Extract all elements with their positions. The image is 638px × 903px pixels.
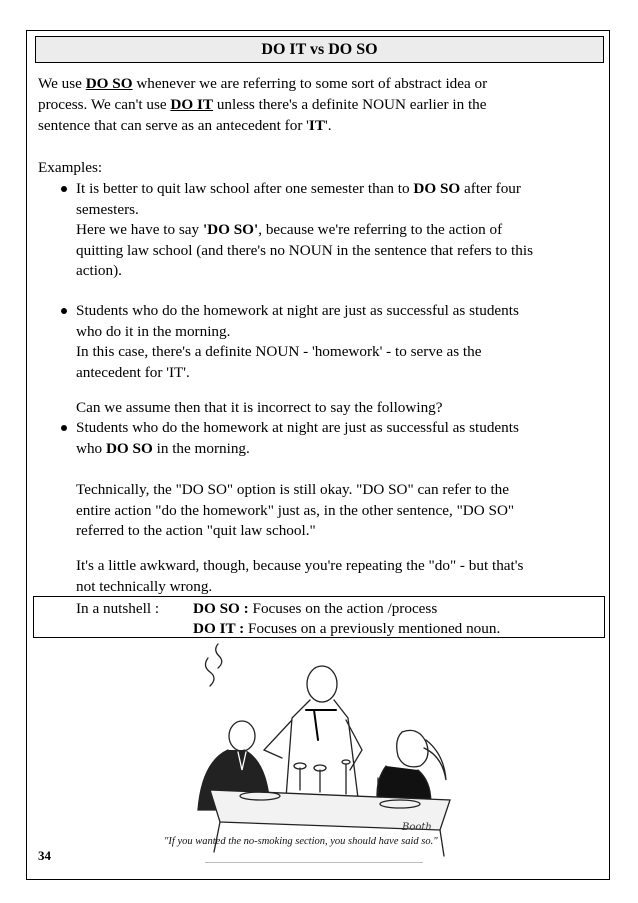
waiter-arm: [264, 720, 292, 758]
waiter-body: [286, 700, 358, 798]
example-1-line-1: It is better to quit law school after one semester than to DO SO after four: [76, 180, 521, 197]
intro-line-2: process. We can't use DO IT unless there's a definite NOUN earlier in the: [38, 96, 487, 113]
nutshell-do-it: DO IT : Focuses on a previously mentioned noun.: [193, 620, 501, 637]
example-1-line-4: quitting law school (and there's no NOUN in the sentence that refers to this: [76, 242, 533, 259]
example-1-line-5: action).: [76, 262, 122, 279]
bullet-dot: [61, 186, 67, 192]
examples-label: Examples:: [38, 159, 103, 176]
do-so-term: DO SO: [85, 75, 133, 92]
example-3-line-2: who DO SO in the morning.: [76, 440, 250, 457]
bullet-dot: [61, 308, 67, 314]
bullet-dot: [61, 425, 67, 431]
nutshell-do-so: DO SO : Focuses on the action /process: [193, 600, 438, 617]
footer-divider: [205, 862, 423, 863]
waiter-head: [307, 666, 337, 702]
example-1-line-3: Here we have to say 'DO SO', because we're referring to the action of: [76, 221, 503, 238]
technical-line-3: referred to the action "quit law school.": [76, 522, 316, 539]
question-line: Can we assume then that it is incorrect to say the following?: [76, 399, 443, 416]
technical-line-1: Technically, the "DO SO" option is still okay. "DO SO" can refer to the: [76, 481, 510, 498]
page-number: 34: [38, 848, 51, 863]
example-2-line-2: who do it in the morning.: [76, 323, 231, 340]
smoke-wisp: [216, 644, 222, 668]
example-2-line-4: antecedent for 'IT'.: [76, 364, 190, 381]
awkward-line-1: It's a little awkward, though, because you're repeating the "do" - but that's: [76, 557, 524, 574]
woman-head: [397, 730, 428, 767]
awkward-line-2: not technically wrong.: [76, 578, 213, 595]
do-it-term: DO IT: [170, 96, 214, 113]
technical-line-2: entire action "do the homework" just as, in the other sentence, "DO SO": [76, 502, 515, 519]
example-1-line-2: semesters.: [76, 201, 139, 218]
smoke-wisp: [205, 658, 214, 686]
page-title: DO IT vs DO SO: [35, 36, 604, 63]
nutshell-label: In a nutshell :: [76, 600, 160, 617]
cartoon-caption: "If you wanted the no-smoking section, you should have said so.": [164, 836, 438, 847]
man-head: [229, 721, 255, 751]
glasses: [300, 764, 378, 794]
intro-line-3: sentence that can serve as an antecedent for 'IT'.: [38, 117, 332, 134]
artist-signature: Booth: [402, 822, 432, 833]
example-2-line-3: In this case, there's a definite NOUN - 'homework' - to serve as the: [76, 343, 482, 360]
example-3-line-1: Students who do the homework at night are just as successful as students: [76, 419, 519, 436]
intro-line-1: We use DO SO whenever we are referring to some sort of abstract idea or: [38, 75, 488, 92]
restaurant-cartoon-illustration: [150, 640, 480, 865]
example-2-line-1: Students who do the homework at night are just as successful as students: [76, 302, 519, 319]
